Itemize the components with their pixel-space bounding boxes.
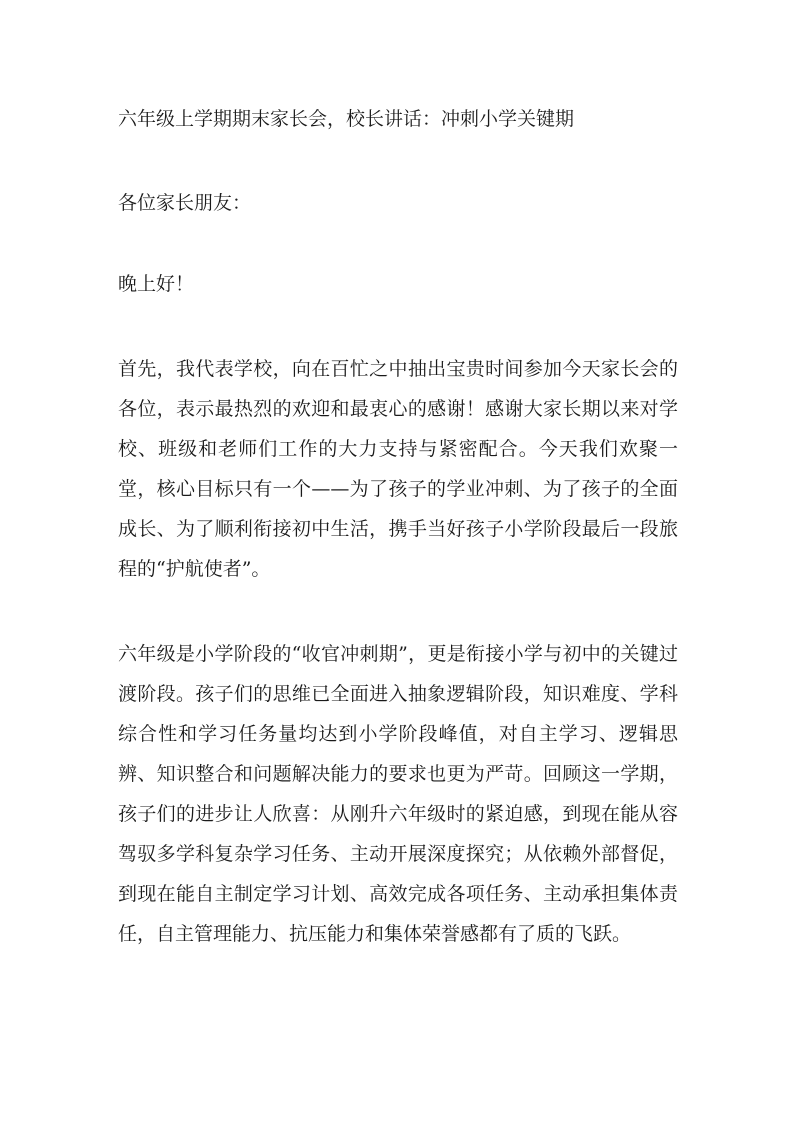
document-title: 六年级上学期期末家长会，校长讲话：冲刺小学关键期 bbox=[118, 108, 575, 130]
paragraph-welcome: 首先，我代表学校，向在百忙之中抽出宝贵时间参加今天家长会的各位，表示最热烈的欢迎和最衷心的感谢！感谢大家长期以来对学校、班级和老师们工作的大力支持与紧密配合。今天我们欢聚一堂，核心目标只有一个——为了孩子的学业冲刺、为了孩子的全面成长、为了顺利衔接初中生活，携手当好孩子小学阶段最后一段旅程的“护航使者”。 bbox=[118, 358, 678, 580]
salutation: 各位家长朋友： bbox=[118, 192, 252, 214]
paragraph-grade-six: 六年级是小学阶段的“收官冲刺期”，更是衔接小学与初中的关键过渡阶段。孩子们的思维已全面进入抽象逻辑阶段，知识难度、学科综合性和学习任务量均达到小学阶段峰值，对自主学习、逻辑思辨、知识整合和问题解决能力的要求也更为严苛。回顾这一学期，孩子们的进步让人欣喜：从刚升六年级时的紧迫感，到现在能从容驾驭多学科复杂学习任务、主动开展深度探究；从依赖外部督促，到现在能自主制定学习计划、高效完成各项任务、主动承担集体责任，自主管理能力、抗压能力和集体荣誉感都有了质的飞跃。 bbox=[118, 643, 678, 945]
greeting: 晚上好！ bbox=[118, 273, 195, 295]
